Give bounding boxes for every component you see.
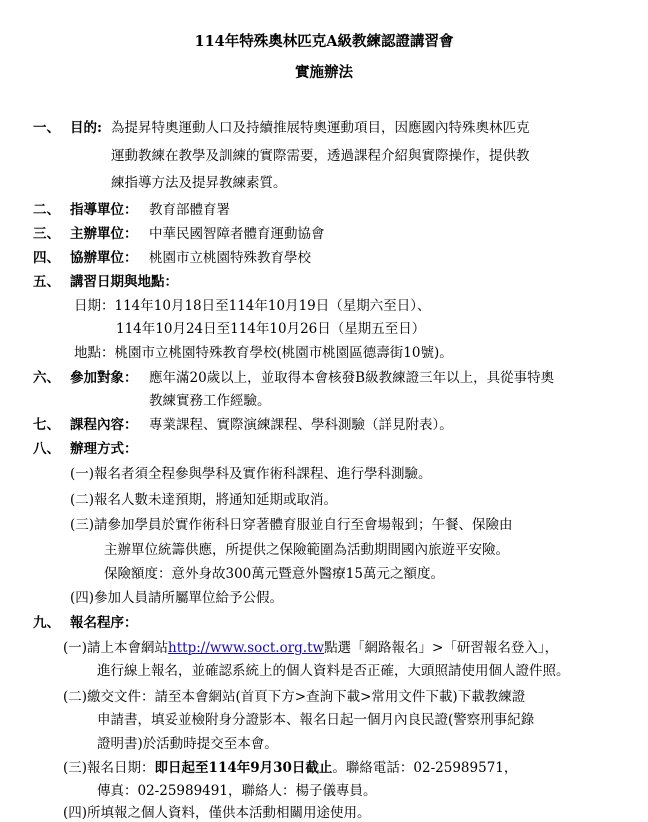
section-number: 二、 (33, 202, 60, 218)
section-label: 參加對象： (70, 370, 138, 386)
section-text: 桃園市立桃園特殊教育學校 (149, 250, 311, 266)
list-item: (一)報名者須全程參與學科及實作術科課程、進行學科測驗。 (70, 466, 432, 482)
list-item: (二)報名人數未達預期，將通知延期或取消。 (70, 492, 338, 508)
section-text: 地點：桃園市立桃園特殊教育學校(桃園市桃園區德壽街10號)。 (74, 345, 453, 361)
list-item: 證明書)於活動時提交至本會。 (97, 736, 278, 752)
section-text: 專業課程、實際演練課程、學科測驗（詳見附表）。 (149, 417, 453, 433)
list-item (63, 759, 517, 777)
section-number: 四、 (33, 250, 60, 266)
section-number: 一、 (33, 120, 60, 136)
list-item: (三)請參加學員於實作術科日穿著體育服並自行至會場報到；午餐、保險由 (70, 517, 513, 533)
section-label: 協辦單位： (70, 250, 138, 266)
section-text: 中華民國智障者體育運動協會 (149, 226, 325, 242)
section-number: 三、 (33, 226, 60, 242)
website-link[interactable]: http://www.soct.org.tw (168, 640, 325, 656)
section-label: 目的: (70, 120, 102, 136)
list-item: (四)參加人員請所屬單位給予公假。 (70, 590, 284, 606)
section-text: 應年滿20歲以上，並取得本會核發B級教練證三年以上，具從事特奧 (149, 370, 555, 386)
section-text: 114年10月24日至114年10月26日（星期五至日） (116, 321, 426, 337)
section-number: 六、 (33, 370, 60, 386)
section-text: 為提昇特奧運動人口及持續推展特奧運動項目，因應國內特殊奧林匹克 (111, 120, 530, 136)
section-label: 辦理方式： (70, 441, 138, 457)
section-number: 九、 (33, 615, 60, 631)
section-label: 指導單位： (70, 202, 138, 218)
list-item-text: (一)請上本會網站 (63, 640, 169, 656)
list-item: (二)繳交文件：請至本會網站(首頁下方>查詢下載>常用文件下載)下載教練證 (63, 689, 526, 705)
list-item: 主辦單位統籌供應，所提供之保險範圍為活動期間國內旅遊平安險。 (104, 542, 509, 558)
deadline-text: 即日起至114年9月30日截止 (154, 760, 333, 776)
section-label: 主辦單位： (70, 226, 138, 242)
section-label: 報名程序： (70, 615, 138, 631)
section-label: 課程內容： (70, 417, 138, 433)
section-text: 練指導方法及提昇教練素質。 (111, 175, 287, 191)
document-title: 114年特殊奧林匹克A級教練認證講習會 (194, 33, 454, 50)
list-item: 保險額度：意外身故300萬元暨意外醫療15萬元之額度。 (104, 566, 444, 582)
list-item: 進行線上報名，並確認系統上的個人資料是否正確，大頭照請使用個人證件照。 (97, 663, 570, 679)
list-item-text: 。聯絡電話：02-25989571， (332, 760, 518, 776)
section-number: 八、 (33, 441, 60, 457)
document-subtitle: 實施辦法 (295, 64, 353, 81)
section-label: 講習日期與地點： (70, 274, 178, 290)
list-item-text: 點選「網路報名」>「研習報名登入」， (324, 640, 559, 656)
list-item: (四)所填報之個人資料，僅供本活動相關用途使用。 (63, 805, 371, 821)
list-item: 申請書，填妥並檢附身分證影本、報名日起一個月內良民證(警察刑事紀錄 (97, 712, 535, 728)
section-text: 日期：114年10月18日至114年10月19日（星期六至日）、 (74, 298, 431, 314)
section-text: 教練實務工作經驗。 (149, 393, 271, 409)
section-number: 七、 (33, 417, 60, 433)
list-item (63, 639, 558, 657)
section-number: 五、 (33, 274, 60, 290)
section-text: 運動教練在教學及訓練的實際需要，透過課程介紹與實際操作，提供教 (111, 148, 530, 164)
list-item: 傳真：02-25989491，聯絡人：楊子儀專員。 (97, 783, 377, 799)
section-text: 教育部體育署 (149, 202, 230, 218)
list-item-text: (三)報名日期： (63, 760, 155, 776)
